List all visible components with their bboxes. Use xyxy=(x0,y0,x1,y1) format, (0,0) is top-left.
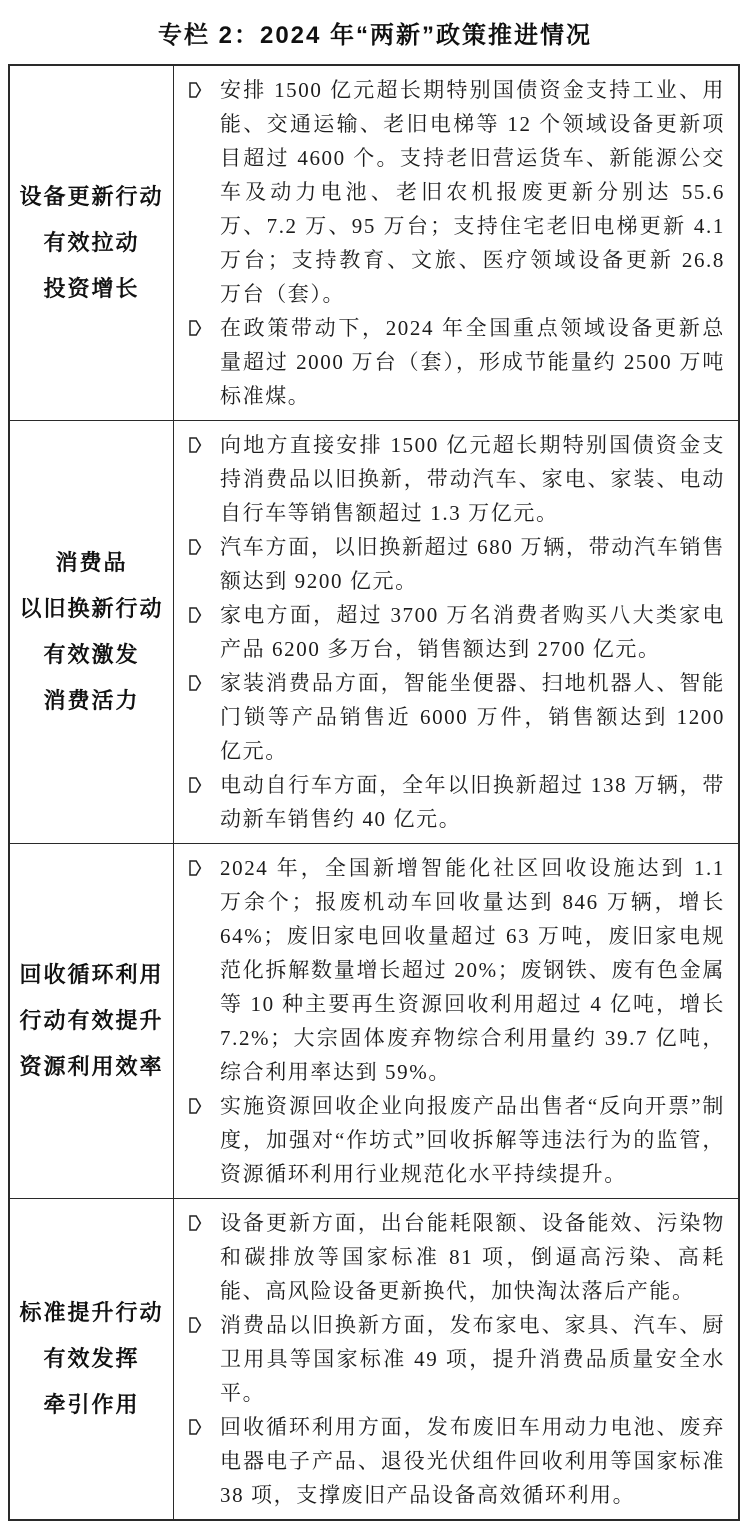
item-text: 电动自行车方面，全年以旧换新超过 138 万辆，带动新车销售约 40 亿元。 xyxy=(220,773,725,831)
table-row xyxy=(10,66,738,420)
list-item xyxy=(186,73,726,311)
item-text: 在政策带动下，2024 年全国重点领域设备更新总量超过 2000 万台（套），形成节能量约 2500 万吨标准煤。 xyxy=(220,316,725,408)
title-bar xyxy=(0,0,750,64)
list-item xyxy=(186,666,726,768)
item-text: 家电方面，超过 3700 万名消费者购买八大类家电产品 6200 多万台，销售额达到 2700 亿元。 xyxy=(220,603,725,661)
list-item xyxy=(186,428,726,530)
item-text: 安排 1500 亿元超长期特别国债资金支持工业、用能、交通运输、老旧电梯等 12 个领域设备更新项目超过 4600 个。支持老旧营运货车、新能源公交车及动力电池、老旧农机报废更新分别达 55.6 万、7.2 万、95 万台；支持住宅老旧电梯更新 4.1 万台；支持教育、文旅、医疗领域设备更新 26.8 万台（套）。 xyxy=(220,78,725,306)
list-item xyxy=(186,1308,726,1410)
label-line: 有效发挥 xyxy=(43,1346,140,1371)
list-item xyxy=(186,530,726,598)
list-item xyxy=(186,1410,726,1512)
row-label-standards xyxy=(10,1199,174,1519)
label-line: 有效激发 xyxy=(43,642,140,667)
row-label-recycling xyxy=(10,844,174,1198)
row-content xyxy=(174,66,738,420)
list-item xyxy=(186,311,726,413)
row-label-trade-in xyxy=(10,421,174,843)
pentagon-arrow-right-icon xyxy=(186,428,220,459)
item-text: 消费品以旧换新方面，发布家电、家具、汽车、厨卫用具等国家标准 49 项，提升消费品质量安全水平。 xyxy=(220,1313,725,1405)
pentagon-arrow-right-icon xyxy=(186,530,220,561)
pentagon-arrow-right-icon xyxy=(186,1089,220,1120)
pentagon-arrow-right-icon xyxy=(186,311,220,342)
table-row xyxy=(10,843,738,1198)
list-item xyxy=(186,851,726,1089)
item-text: 向地方直接安排 1500 亿元超长期特别国债资金支持消费品以旧换新，带动汽车、家电、家装、电动自行车等销售额超过 1.3 万亿元。 xyxy=(220,433,725,525)
label-line: 有效拉动 xyxy=(43,230,140,255)
label-line: 设备更新行动 xyxy=(19,184,164,209)
label-line: 消费品 xyxy=(55,550,128,575)
row-content xyxy=(174,421,738,843)
item-text: 设备更新方面，出台能耗限额、设备能效、污染物和碳排放等国家标准 81 项，倒逼高污染、高耗能、高风险设备更新换代，加快淘汰落后产能。 xyxy=(220,1211,725,1303)
item-text: 2024 年，全国新增智能化社区回收设施达到 1.1 万余个；报废机动车回收量达到 846 万辆，增长 64%；废旧家电回收量超过 63 万吨，废旧家电规范化拆解数量增长超过 20%；废钢铁、废有色金属等 10 种主要再生资源回收利用超过 4 亿吨，增长 7.2%；大宗固体废弃物综合利用量约 39.7 亿吨，综合利用率达到 59%。 xyxy=(220,856,725,1084)
list-item xyxy=(186,1089,726,1191)
row-content xyxy=(174,844,738,1198)
pentagon-arrow-right-icon xyxy=(186,851,220,882)
row-label-equipment-renewal xyxy=(10,66,174,420)
pentagon-arrow-right-icon xyxy=(186,666,220,697)
label-line: 以旧换新行动 xyxy=(19,596,164,621)
pentagon-arrow-right-icon xyxy=(186,1206,220,1237)
pentagon-arrow-right-icon xyxy=(186,598,220,629)
table-row xyxy=(10,420,738,843)
pentagon-arrow-right-icon xyxy=(186,1410,220,1441)
item-text: 实施资源回收企业向报废产品出售者“反向开票”制度，加强对“作坊式”回收拆解等违法行为的监管，资源循环利用行业规范化水平持续提升。 xyxy=(220,1094,725,1186)
table-row xyxy=(10,1198,738,1519)
label-line: 投资增长 xyxy=(43,276,140,301)
row-content xyxy=(174,1199,738,1519)
list-item xyxy=(186,768,726,836)
list-item xyxy=(186,1206,726,1308)
pentagon-arrow-right-icon xyxy=(186,1308,220,1339)
page-title: 专栏 2：2024 年“两新”政策推进情况 xyxy=(157,21,593,49)
label-line: 标准提升行动 xyxy=(19,1300,164,1325)
label-line: 回收循环利用 xyxy=(19,962,164,987)
item-text: 回收循环利用方面，发布废旧车用动力电池、废弃电器电子产品、退役光伏组件回收利用等国家标准 38 项，支撑废旧产品设备高效循环利用。 xyxy=(220,1415,725,1507)
item-text: 汽车方面，以旧换新超过 680 万辆，带动汽车销售额达到 9200 亿元。 xyxy=(220,535,725,593)
pentagon-arrow-right-icon xyxy=(186,768,220,799)
label-line: 资源利用效率 xyxy=(19,1054,164,1079)
label-line: 牵引作用 xyxy=(43,1392,140,1417)
policy-table xyxy=(8,64,740,1521)
pentagon-arrow-right-icon xyxy=(186,73,220,104)
item-text: 家装消费品方面，智能坐便器、扫地机器人、智能门锁等产品销售近 6000 万件，销售额达到 1200 亿元。 xyxy=(220,671,725,763)
label-line: 行动有效提升 xyxy=(19,1008,164,1033)
label-line: 消费活力 xyxy=(43,688,140,713)
list-item xyxy=(186,598,726,666)
